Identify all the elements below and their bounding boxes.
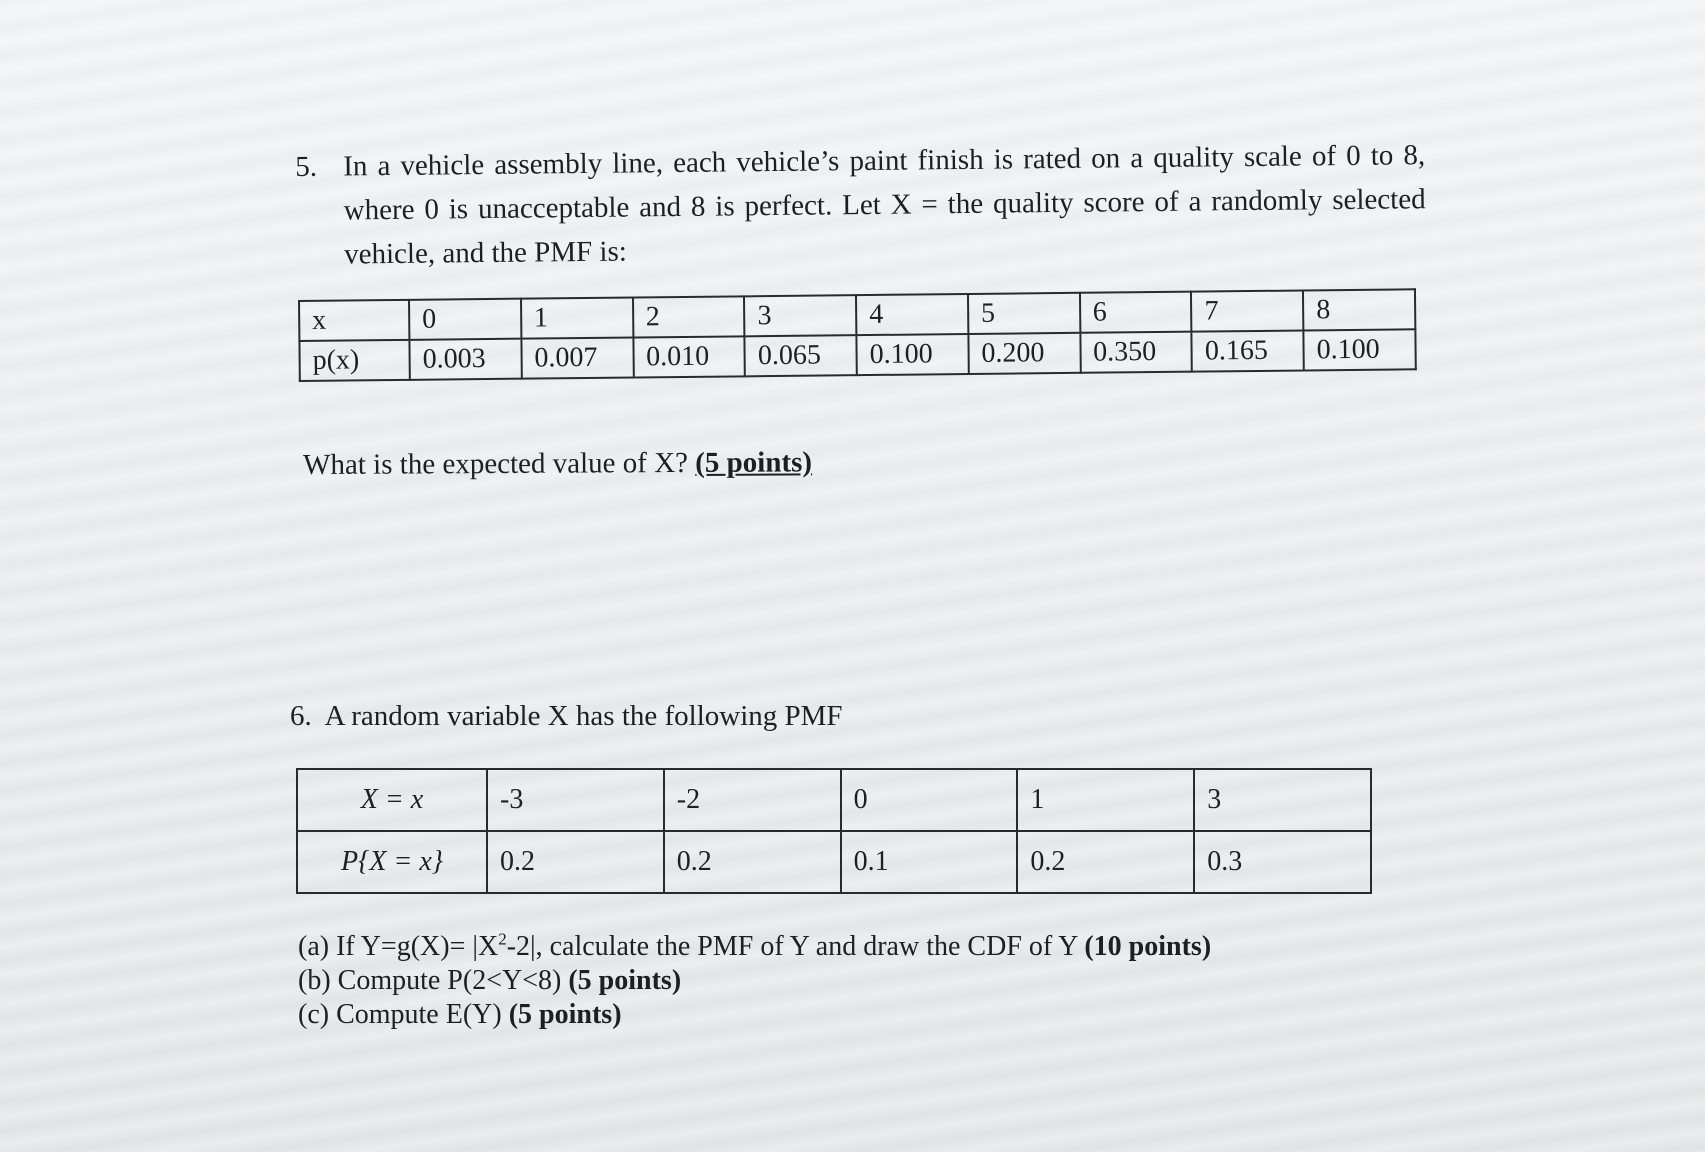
table-cell: 1 (521, 297, 633, 338)
question-6b-points: (5 points) (568, 965, 682, 996)
question-6-number: 6. (290, 700, 312, 732)
table-cell: 6 (1080, 292, 1192, 333)
question-6c-text: (c) Compute E(Y) (298, 999, 502, 1030)
table-cell: 4 (856, 294, 968, 335)
table-cell: 3 (1194, 769, 1371, 831)
table-cell: 0.010 (633, 336, 745, 377)
question-5 (295, 133, 1426, 277)
table-cell: 0.100 (1303, 329, 1415, 370)
table-cell: 0.1 (841, 831, 1018, 893)
table-cell: 0 (841, 769, 1018, 831)
question-5-pmf-table (298, 288, 1417, 382)
question-5-number: 5. (295, 150, 318, 183)
table-row-label: p(x) (299, 340, 409, 381)
question-6-pmf-table (296, 768, 1372, 894)
table-cell: 8 (1303, 289, 1415, 330)
table-row-label: x (299, 300, 409, 341)
table-cell: 0.065 (745, 335, 857, 376)
table-cell: 0.165 (1192, 330, 1304, 371)
table-cell: 5 (968, 293, 1080, 334)
table-cell: 1 (1017, 769, 1194, 831)
table-cell: 0.2 (487, 831, 664, 893)
question-6 (290, 700, 843, 733)
table-cell: -3 (487, 769, 664, 831)
question-6a-exponent: 2 (498, 929, 507, 949)
table-cell: 0.350 (1080, 332, 1192, 373)
question-6a-text-rest: -2|, calculate the PMF of Y and draw the CDF of Y (506, 931, 1078, 962)
table-cell: 3 (744, 295, 856, 336)
table-cell: -2 (664, 769, 841, 831)
table-row-x (297, 769, 1371, 831)
question-5-points: (5 points) (695, 446, 813, 479)
table-cell: 2 (633, 296, 745, 337)
question-6c (298, 998, 622, 1032)
table-cell: 7 (1191, 290, 1303, 331)
question-5-text: In a vehicle assembly line, each vehicle’s paint finish is rated on a quality scale of 0 to 8, where 0 is unacceptable and 8 is perfect. Let X = the quality score of a randomly selected vehicle, and the PMF is: (343, 139, 1426, 271)
table-cell: 0 (409, 299, 521, 340)
question-6a (298, 930, 1211, 964)
table-cell: 0.3 (1194, 831, 1371, 893)
question-6b-text: (b) Compute P(2<Y<8) (298, 965, 562, 996)
table-cell: 0.200 (968, 333, 1080, 374)
table-cell: 0.2 (664, 831, 841, 893)
question-6a-points: (10 points) (1084, 931, 1212, 962)
table-row-label: P{X = x} (297, 831, 487, 893)
question-5-prompt (303, 446, 812, 482)
table-row-label: X = x (297, 769, 487, 831)
table-row-px (297, 831, 1371, 893)
table-cell: 0.003 (409, 339, 521, 380)
question-6c-points: (5 points) (508, 999, 622, 1030)
table-cell: 0.2 (1017, 831, 1194, 893)
table-cell: 0.100 (856, 334, 968, 375)
table-cell: 0.007 (521, 337, 633, 378)
question-5-prompt-text: What is the expected value of X? (303, 446, 689, 481)
question-6a-text: (a) If Y=g(X)= |X (298, 931, 499, 962)
question-6b (298, 964, 681, 998)
question-6-text: A random variable X has the following PMF (324, 700, 843, 732)
